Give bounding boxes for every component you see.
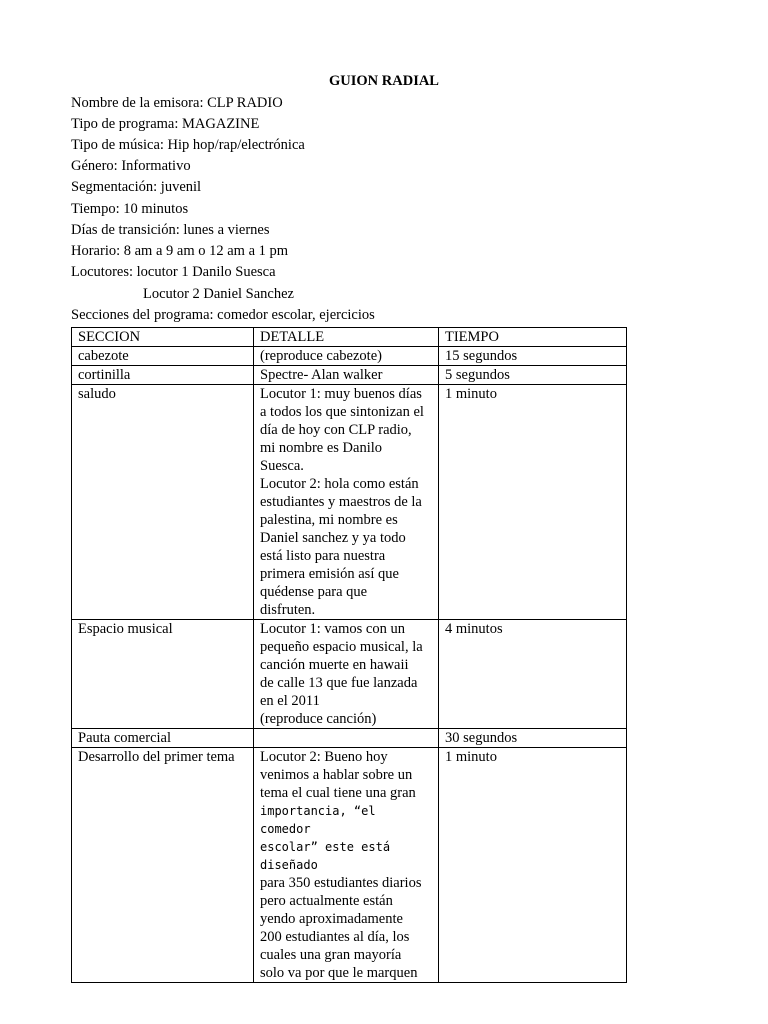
info-genero: Género: Informativo (71, 158, 191, 174)
info-horario: Horario: 8 am a 9 am o 12 am a 1 pm (71, 243, 289, 259)
cell-tiempo: 1 minuto (439, 385, 627, 620)
info-tiempo: Tiempo: 10 minutos (71, 201, 189, 217)
cell-seccion: Pauta comercial (72, 729, 254, 748)
table-header-row (72, 328, 627, 347)
document-title: GUION RADIAL (329, 73, 439, 89)
cell-tiempo: 4 minutos (439, 620, 627, 729)
info-dias: Días de transición: lunes a viernes (71, 222, 270, 238)
table-row (72, 729, 627, 748)
cell-seccion: Desarrollo del primer tema (72, 748, 254, 983)
cell-tiempo: 1 minuto (439, 748, 627, 983)
info-tipo-programa: Tipo de programa: MAGAZINE (71, 116, 260, 132)
cell-tiempo: 15 segundos (439, 347, 627, 366)
cell-detalle-part-2: importancia, “el comedor escolar” este está diseñado (260, 804, 391, 872)
table-row (72, 620, 627, 729)
cell-detalle: (reproduce cabezote) (254, 347, 439, 366)
info-locutor-2: Locutor 2 Daniel Sanchez (143, 286, 294, 302)
cell-detalle-part-3: para 350 estudiantes diarios pero actualmente están yendo aproximadamente 200 estudiantes al día, los cuales una gran mayoría solo va por que le marquen (260, 875, 422, 981)
cell-seccion: cabezote (72, 347, 254, 366)
cell-seccion: Espacio musical (72, 620, 254, 729)
header-tiempo: TIEMPO (439, 328, 627, 347)
cell-detalle: Locutor 1: muy buenos días a todos los que sintonizan el día de hoy con CLP radio, mi nombre es Danilo Suesca. Locutor 2: hola como están estudiantes y maestros de la palestina, mi nombre es Daniel sanchez y ya todo está listo para nuestra primera emisión así que quédense para que disfruten. (254, 385, 439, 620)
cell-detalle (254, 729, 439, 748)
table-row (72, 748, 627, 983)
cell-seccion: cortinilla (72, 366, 254, 385)
table-row (72, 366, 627, 385)
info-secciones: Secciones del programa: comedor escolar, ejercicios (71, 307, 375, 323)
header-seccion: SECCION (72, 328, 254, 347)
cell-detalle (254, 748, 439, 983)
table-row (72, 347, 627, 366)
info-emisora: Nombre de la emisora: CLP RADIO (71, 95, 283, 111)
info-locutores: Locutores: locutor 1 Danilo Suesca (71, 264, 276, 280)
cell-detalle: Spectre- Alan walker (254, 366, 439, 385)
cell-tiempo: 30 segundos (439, 729, 627, 748)
cell-tiempo: 5 segundos (439, 366, 627, 385)
script-table (71, 327, 627, 983)
cell-detalle: Locutor 1: vamos con un pequeño espacio musical, la canción muerte en hawaii de calle 13 que fue lanzada en el 2011 (reproduce canción) (254, 620, 439, 729)
cell-seccion: saludo (72, 385, 254, 620)
header-detalle: DETALLE (254, 328, 439, 347)
cell-detalle-part-1: Locutor 2: Bueno hoy venimos a hablar sobre un tema el cual tiene una gran (260, 749, 416, 801)
info-segmentacion: Segmentación: juvenil (71, 179, 202, 195)
info-tipo-musica: Tipo de música: Hip hop/rap/electrónica (71, 137, 305, 153)
table-row (72, 385, 627, 620)
